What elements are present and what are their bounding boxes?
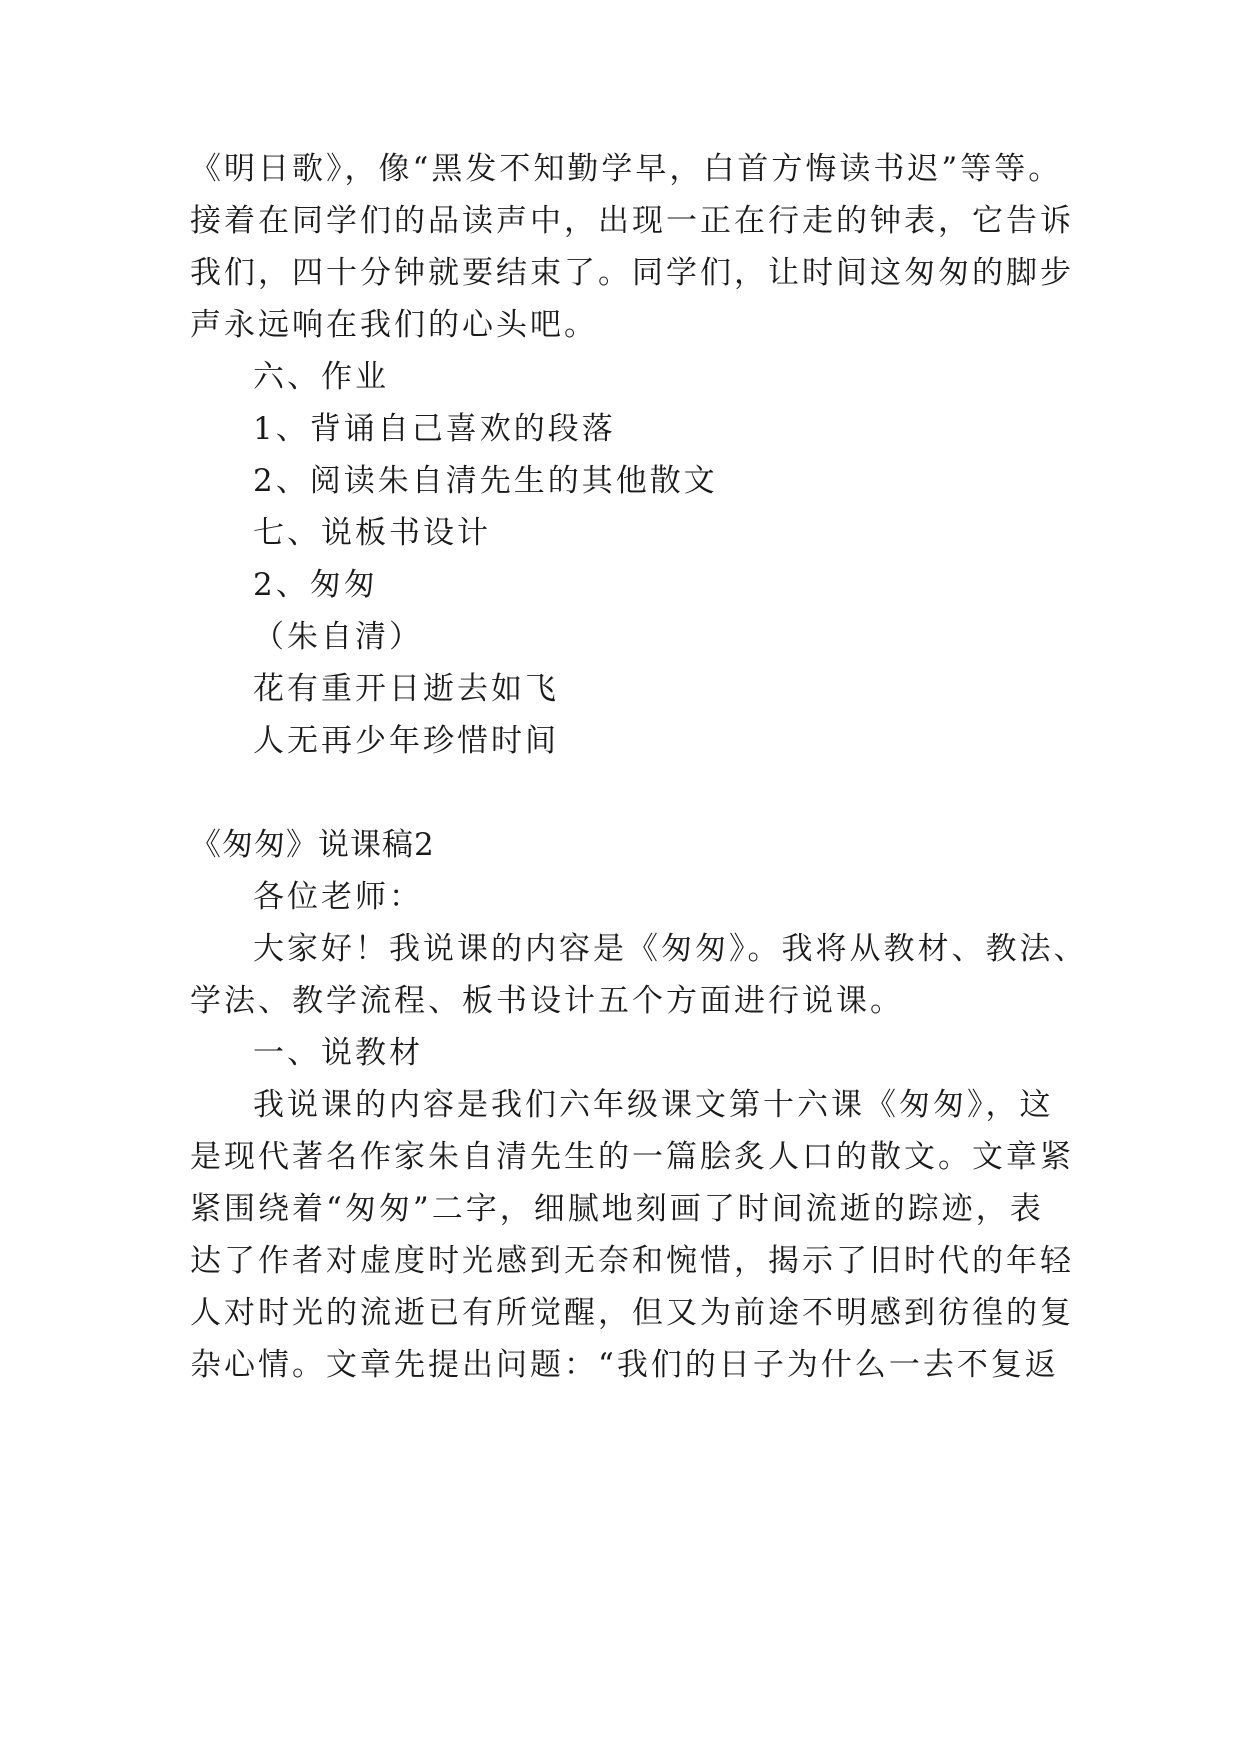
text-line: 杂心情。文章先提出问题：“我们的日子为什么一去不复返 bbox=[190, 1347, 1059, 1383]
text-line: 是现代著名作家朱自清先生的一篇脍炙人口的散文。文章紧 bbox=[190, 1139, 1074, 1175]
subheading: 一、说教材 bbox=[253, 1035, 423, 1071]
text-line: 达了作者对虚度时光感到无奈和惋惜，揭示了旧时代的年轻 bbox=[190, 1243, 1074, 1279]
board-line: 人无再少年珍惜时间 bbox=[253, 723, 559, 759]
greeting: 各位老师： bbox=[253, 879, 423, 915]
board-author: （朱自清） bbox=[253, 619, 423, 655]
homework-item: 2、阅读朱自清先生的其他散文 bbox=[253, 463, 718, 499]
text-line: 大家好！我说课的内容是《匆匆》。我将从教材、教法、 bbox=[253, 931, 1088, 967]
text-line: 《明日歌》，像“黑发不知勤学早，白首方悔读书迟”等等。 bbox=[190, 151, 1063, 187]
homework-item: 1、背诵自己喜欢的段落 bbox=[253, 411, 616, 447]
section-title: 《匆匆》说课稿2 bbox=[190, 827, 435, 863]
text-line: 学法、教学流程、板书设计五个方面进行说课。 bbox=[190, 983, 904, 1019]
text-line: 人对时光的流逝已有所觉醒，但又为前途不明感到彷徨的复 bbox=[190, 1295, 1074, 1331]
text-line: 接着在同学们的品读声中，出现一正在行走的钟表，它告诉 bbox=[190, 203, 1074, 239]
board-heading: 七、说板书设计 bbox=[253, 515, 491, 551]
text-line: 声永远响在我们的心头吧。 bbox=[190, 307, 598, 343]
homework-heading: 六、作业 bbox=[253, 359, 389, 395]
text-line: 我说课的内容是我们六年级课文第十六课《匆匆》，这 bbox=[253, 1087, 1054, 1123]
text-line: 紧围绕着“匆匆”二字，细腻地刻画了时间流逝的踪迹，表 bbox=[190, 1191, 1044, 1227]
board-line: 花有重开日逝去如飞 bbox=[253, 671, 559, 707]
text-line: 我们，四十分钟就要结束了。同学们，让时间这匆匆的脚步 bbox=[190, 255, 1074, 291]
board-title: 2、匆匆 bbox=[253, 567, 378, 603]
